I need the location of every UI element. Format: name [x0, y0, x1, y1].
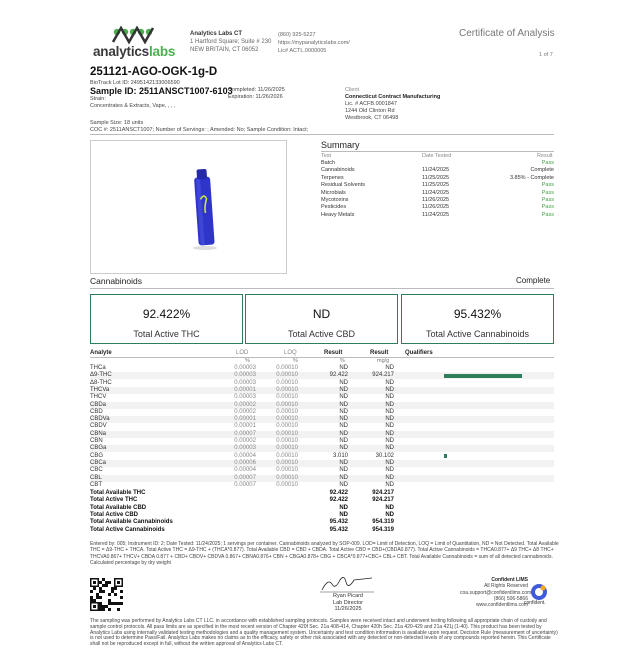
analyte-result-pct: ND: [339, 401, 348, 408]
total-name: Total Active THC: [90, 497, 138, 504]
summary-test: Pesticides: [321, 204, 347, 211]
analyte-lod: 0.00002: [234, 401, 256, 408]
analyte-lod: 0.00007: [234, 481, 256, 488]
lab-name: Analytics Labs CT: [190, 31, 243, 37]
summary-row: [321, 160, 554, 167]
analyte-row: [90, 482, 554, 489]
analyte-lod: 0.00003: [234, 379, 256, 386]
analyte-result-mg: ND: [385, 467, 394, 474]
summary-col-date: Date Tested: [422, 153, 452, 159]
total-name: Total Active CBD: [90, 511, 139, 518]
cannabinoids-title: Cannabinoids: [90, 276, 142, 286]
expiration-date: Expiration: 11/26/2026: [228, 94, 283, 100]
lims-website-link[interactable]: www.confidentlims.com: [476, 602, 528, 609]
cannabinoid-notes: Entered by: 005; Instrument ID: 2; Date Tested: 11/24/2025; 1 servings per container. Cannabinoids analyzed by SOP-009. LOD= Limit of Detection, LOQ = Limit of Quantitation, ND = Not Detected. Total Available THC = Δ9-THC + THCA. Total Active THC = Δ9-THC + (THCA*0.877). Total Available CBD = CBD + CBDA. Total Active CBD = CBD+(CBDA0.877). Total Active Cannabinoids = THCA0.877+ Δ9 THC+ Δ8 THC+ THCVA0.867+ THCV+ CBDA 0.877 + CBD+ CBDV+ CBDVA 0.867+ CBNA0.876+ CBN + CBGA0.878+ CBG + CBCA*0.877+CBC+ CBL+ CBT. Total Available Cannabinoids = sum of all detected cannabinoids. Calculated percentage by dry weight: [90, 541, 559, 566]
total-result-mg: 954.319: [372, 526, 394, 533]
analyte-row: [90, 409, 554, 416]
analyte-result-pct: ND: [339, 438, 348, 444]
analyte-loq: 0.00010: [276, 408, 298, 415]
summary-row: [321, 204, 554, 211]
analyte-loq: 0.00010: [276, 452, 298, 459]
client-label: Client: [345, 87, 360, 93]
analyte-name: CBDa: [90, 401, 107, 408]
col-qualifiers: Qualifiers: [405, 350, 433, 356]
unit-result-pct: %: [340, 358, 345, 364]
analyte-name: CBG: [90, 452, 104, 459]
analyte-loq: 0.00010: [276, 379, 298, 386]
lab-info: [190, 30, 271, 54]
analyte-loq: 0.00010: [276, 467, 298, 474]
analyte-row: [90, 394, 554, 401]
summary-result: 3.85% - Complete: [509, 174, 554, 181]
summary-result: Pass: [541, 204, 554, 211]
analyte-row: [90, 380, 554, 387]
product-photo: [90, 140, 287, 274]
analyte-result-mg: ND: [385, 401, 394, 408]
analyte-loq: 0.00010: [276, 372, 298, 379]
sample-size-info: [90, 120, 308, 133]
summary-date: 11/24/2025: [422, 189, 450, 196]
total-result-pct: 92.422: [329, 490, 348, 496]
total-result-mg: ND: [385, 511, 394, 518]
analyte-name: CBD: [90, 408, 103, 415]
analyte-loq: 0.00010: [276, 394, 298, 401]
analyte-name: CBNa: [90, 430, 107, 437]
summary-row: [321, 182, 554, 189]
analyte-name: THCa: [90, 365, 106, 371]
unit-lod: %: [245, 358, 250, 364]
analyte-result-mg: ND: [385, 416, 394, 423]
summary-result: Pass: [541, 182, 554, 189]
summary-title: Summary: [321, 140, 360, 150]
summary-row: [321, 175, 554, 182]
analyte-name: CBDVa: [90, 416, 110, 423]
analyte-result-pct: ND: [339, 459, 348, 466]
total-result-mg: 924.217: [372, 497, 394, 504]
strain-label: Strain:: [90, 96, 106, 102]
vape-pen-image: [91, 141, 288, 275]
lims-info: [460, 577, 532, 609]
lims-phone: (866) 506-5866: [493, 595, 528, 602]
qualifier-bar: [444, 374, 522, 378]
confident-brand: confident.: [524, 600, 546, 606]
client-name: Connecticut Contract Manufacturing: [345, 94, 441, 100]
analyte-result-mg: ND: [385, 459, 394, 466]
analyte-row: [90, 453, 554, 460]
analyte-result-mg: ND: [385, 365, 394, 371]
analyte-loq: 0.00010: [276, 445, 298, 452]
total-name: Total Available Cannabinoids: [90, 519, 173, 526]
analyte-row: [90, 467, 554, 474]
summary-result: Complete: [530, 167, 554, 174]
analyte-result-pct: ND: [339, 416, 348, 423]
summary-col-test: Test: [321, 153, 332, 159]
analyte-result-pct: 92.422: [329, 372, 348, 379]
client-license: Lic. # ACFB.0001847: [345, 101, 397, 107]
sample-title: 251121-AGO-OGK-1g-D: [90, 66, 218, 78]
cannabinoids-status: Complete: [516, 276, 551, 285]
col-lod: LOD: [236, 350, 249, 356]
summary-col-result: Result: [537, 153, 553, 159]
analyte-loq: 0.00010: [276, 459, 298, 466]
analyte-row: [90, 431, 554, 438]
unit-result-mg: mg/g: [377, 358, 390, 364]
analyte-name: CBDV: [90, 423, 107, 430]
lab-address-2: NEW BRITAIN, CT 06052: [190, 47, 259, 53]
analyte-result-pct: ND: [339, 467, 348, 474]
lims-rights: All Rights Reserved: [484, 583, 528, 590]
summary-date: 11/26/2025: [422, 204, 450, 211]
analyte-loq: 0.00010: [276, 386, 298, 393]
qr-code-icon: [90, 578, 123, 611]
total-row: [90, 505, 430, 512]
analyte-result-pct: ND: [339, 481, 348, 488]
analyte-lod: 0.00007: [234, 430, 256, 437]
analyte-result-mg: ND: [385, 481, 394, 488]
logo-text: [93, 44, 175, 59]
analyte-result-mg: ND: [385, 408, 394, 415]
summary-date: 11/24/2025: [422, 167, 450, 174]
total-active-thc-box: [90, 294, 243, 344]
summary-row: [321, 167, 554, 174]
total-active-cannabinoids-box: [401, 294, 554, 344]
total-name: Total Available THC: [90, 490, 146, 496]
analyte-lod: 0.00001: [234, 416, 256, 423]
total-active-cbd-value: ND: [312, 307, 331, 321]
analyte-name: THCV: [90, 394, 107, 401]
logo-text-a: analytics: [93, 44, 149, 59]
analyte-row: [90, 365, 554, 372]
total-result-pct: ND: [339, 511, 348, 518]
lims-title: Confident LIMS: [491, 577, 528, 583]
analyte-row: [90, 416, 554, 423]
total-row: [90, 512, 430, 519]
unit-loq: %: [293, 358, 298, 364]
biotrack-lot-id: BioTrack Lot ID: 2495142133006590: [90, 80, 180, 86]
total-row: [90, 519, 430, 526]
coc-info: COC #: 2511ANSCT1007; Number of Servings: ; Amended: No; Sample Condition: Intact;: [90, 126, 309, 133]
analyte-row: [90, 402, 554, 409]
analyte-row: [90, 387, 554, 394]
total-row: [90, 490, 430, 497]
analyte-name: Δ8-THC: [90, 379, 112, 386]
sample-dates: [228, 87, 285, 101]
signer-role: Lab Director: [333, 599, 363, 606]
analyte-result-pct: ND: [339, 445, 348, 452]
analyte-result-mg: ND: [385, 423, 394, 430]
sample-size: Sample Size: 18 units: [90, 120, 144, 126]
total-result-pct: 95.432: [329, 526, 348, 533]
analyte-row: [90, 438, 554, 445]
total-active-cbd-label: Total Active CBD: [287, 329, 356, 339]
analyte-lod: 0.00003: [234, 445, 256, 452]
summary-test: Cannabinoids: [321, 167, 355, 174]
footer-disclaimer: The sampling was performed by Analytics Labs CT LLC. in accordance with established sampling protocols. Samples were received intact and underwent testing following all appropriate chain of custody and sample control protocols. All pass limits are as specified in the most recent version of Chapter 420f Sec. 21a 408-414, Chapter 420h Sec. 21a 420-429 and 21a 421j (1-40). This product has been tested by Analytics Labs using internally validated testing methodologies and a quality management system. Uncertainty and test condition information is available upon request. Decision Rule (measurement of uncertainty) is not used to determine Pass/Fail. Analytics Labs makes no claims as to the efficacy, safety or other risk associated with any detected or non-detected levels of any compounds reported herein. This Certificate shall not be reproduced except in full, without the written approval of Analytics Labs CT.: [90, 618, 558, 648]
summary-date: 11/25/2025: [422, 174, 450, 181]
lab-address-1: 1 Hartford Square; Suite # 230: [190, 39, 272, 45]
analyte-result-pct: ND: [339, 430, 348, 437]
logo-text-b: labs: [148, 44, 176, 59]
total-active-cannabinoids-value: 95.432%: [453, 307, 502, 321]
total-active-thc-value: 92.422%: [142, 307, 191, 321]
analyte-result-pct: ND: [339, 408, 348, 415]
total-active-cannabinoids-label: Total Active Cannabinoids: [425, 329, 530, 339]
lab-contact: [278, 31, 350, 55]
client-street: 1244 Old Clinton Rd: [345, 108, 395, 114]
lab-license: Lic# ACTL.0000005: [278, 48, 327, 54]
summary-test: Residual Solvents: [321, 182, 366, 189]
col-result-mg: Result: [370, 350, 389, 356]
summary-test: Terpenes: [321, 174, 344, 181]
analyte-lod: 0.00006: [234, 459, 256, 466]
summary-date: 11/25/2025: [422, 182, 450, 189]
col-result-pct: Result: [324, 350, 343, 356]
lims-email-link[interactable]: coa.support@confidentlims.com: [460, 589, 532, 596]
total-result-pct: 92.422: [329, 497, 348, 504]
summary-row: [321, 190, 554, 197]
analyte-name: CBCa: [90, 459, 107, 466]
client-info: [345, 87, 440, 122]
summary-divider: [321, 151, 554, 152]
analyte-lod: 0.00003: [234, 394, 256, 401]
summary-result: Pass: [541, 197, 554, 203]
analyte-loq: 0.00010: [276, 365, 298, 371]
analyte-row: [90, 460, 554, 467]
sample-id: Sample ID: 2511ANSCT1007-6103: [90, 86, 233, 96]
analyte-result-mg: ND: [385, 474, 394, 481]
analyte-result-pct: ND: [339, 394, 348, 401]
analyte-row: [90, 423, 554, 430]
document-title: Certificate of Analysis: [459, 28, 555, 39]
sample-category: Concentrates & Extracts, Vape, , , ,: [90, 102, 176, 109]
total-result-mg: ND: [385, 504, 394, 511]
analyte-name: CBC: [90, 467, 103, 474]
client-city: Westbrook, CT 06498: [345, 115, 399, 121]
analyte-loq: 0.00010: [276, 423, 298, 430]
analyte-result-mg: ND: [385, 379, 394, 386]
col-loq: LOQ: [284, 350, 297, 356]
summary-row: [321, 197, 554, 204]
analyte-lod: 0.00001: [234, 423, 256, 430]
analyte-loq: 0.00010: [276, 416, 298, 423]
analyte-loq: 0.00010: [276, 474, 298, 481]
total-result-pct: 95.432: [329, 519, 348, 526]
analyte-result-mg: 30.102: [375, 452, 394, 459]
analyte-result-pct: ND: [339, 379, 348, 386]
confident-logo-icon: [530, 583, 548, 601]
sample-strain: [90, 96, 176, 109]
lab-phone: (860) 925-5227: [278, 32, 316, 38]
analyte-name: CBT: [90, 481, 102, 488]
analyte-result-pct: ND: [339, 423, 348, 430]
total-row: [90, 497, 430, 504]
summary-row: [321, 212, 554, 219]
summary-result: Pass: [541, 211, 554, 218]
analyte-name: CBGa: [90, 445, 107, 452]
analyte-lod: 0.00007: [234, 474, 256, 481]
summary-test: Mycotoxins: [321, 197, 349, 203]
analyte-lod: 0.00003: [234, 365, 256, 371]
total-result-mg: 924.217: [372, 490, 394, 496]
analyte-result-mg: ND: [385, 386, 394, 393]
col-analyte: Analyte: [90, 350, 112, 356]
total-active-cbd-box: [245, 294, 398, 344]
analyte-lod: 0.00003: [234, 372, 256, 379]
analyte-row: [90, 372, 554, 379]
analyte-loq: 0.00010: [276, 430, 298, 437]
analyte-result-mg: 924.217: [372, 372, 394, 379]
signer-name: Ryan Picard: [333, 593, 363, 599]
analyte-name: CBL: [90, 474, 102, 481]
analyte-lod: 0.00004: [234, 452, 256, 459]
analyte-result-mg: ND: [385, 430, 394, 437]
analyte-result-pct: ND: [339, 474, 348, 481]
analyte-lod: 0.00001: [234, 386, 256, 393]
summary-result: Pass: [541, 189, 554, 196]
total-active-thc-label: Total Active THC: [133, 329, 200, 339]
analyte-result-pct: 3.010: [332, 452, 348, 459]
analyte-result-pct: ND: [339, 386, 348, 393]
analyte-row: [90, 475, 554, 482]
analyte-row: [90, 445, 554, 452]
analyte-result-pct: ND: [339, 365, 348, 371]
signature-block: [318, 593, 378, 613]
qualifier-bar: [444, 454, 447, 458]
summary-test: Heavy Metals: [321, 211, 355, 218]
signature-date: 11/26/2025: [334, 606, 362, 612]
summary-result: Pass: [541, 160, 554, 166]
summary-test: Microbials: [321, 189, 346, 196]
table-divider: [90, 357, 554, 358]
analyte-loq: 0.00010: [276, 401, 298, 408]
summary-date: 11/24/2025: [422, 211, 450, 218]
page-number: 1 of 7: [539, 52, 553, 58]
analyte-result-mg: ND: [385, 394, 394, 401]
analyte-name: THCVa: [90, 386, 110, 393]
analyte-result-mg: ND: [385, 438, 394, 444]
analyte-lod: 0.00004: [234, 467, 256, 474]
total-name: Total Active Cannabinoids: [90, 526, 165, 533]
total-result-pct: ND: [339, 504, 348, 511]
divider: [90, 134, 554, 135]
summary-date: 11/26/2025: [422, 197, 450, 203]
lab-website-link[interactable]: https://mypanalyticslabs.com/: [278, 40, 350, 46]
completed-date: Completed: 11/26/2025: [228, 87, 285, 93]
analyte-name: Δ9-THC: [90, 372, 112, 379]
total-result-mg: 954.319: [372, 519, 394, 526]
analyte-result-mg: ND: [385, 445, 394, 452]
analyte-name: CBN: [90, 438, 103, 444]
analyte-lod: 0.00002: [234, 438, 256, 444]
cannabinoids-divider: [90, 288, 554, 289]
analyte-loq: 0.00010: [276, 481, 298, 488]
summary-test: Batch: [321, 160, 336, 166]
analyte-lod: 0.00002: [234, 408, 256, 415]
analyte-loq: 0.00010: [276, 438, 298, 444]
total-name: Total Available CBD: [90, 504, 147, 511]
total-row: [90, 527, 430, 534]
